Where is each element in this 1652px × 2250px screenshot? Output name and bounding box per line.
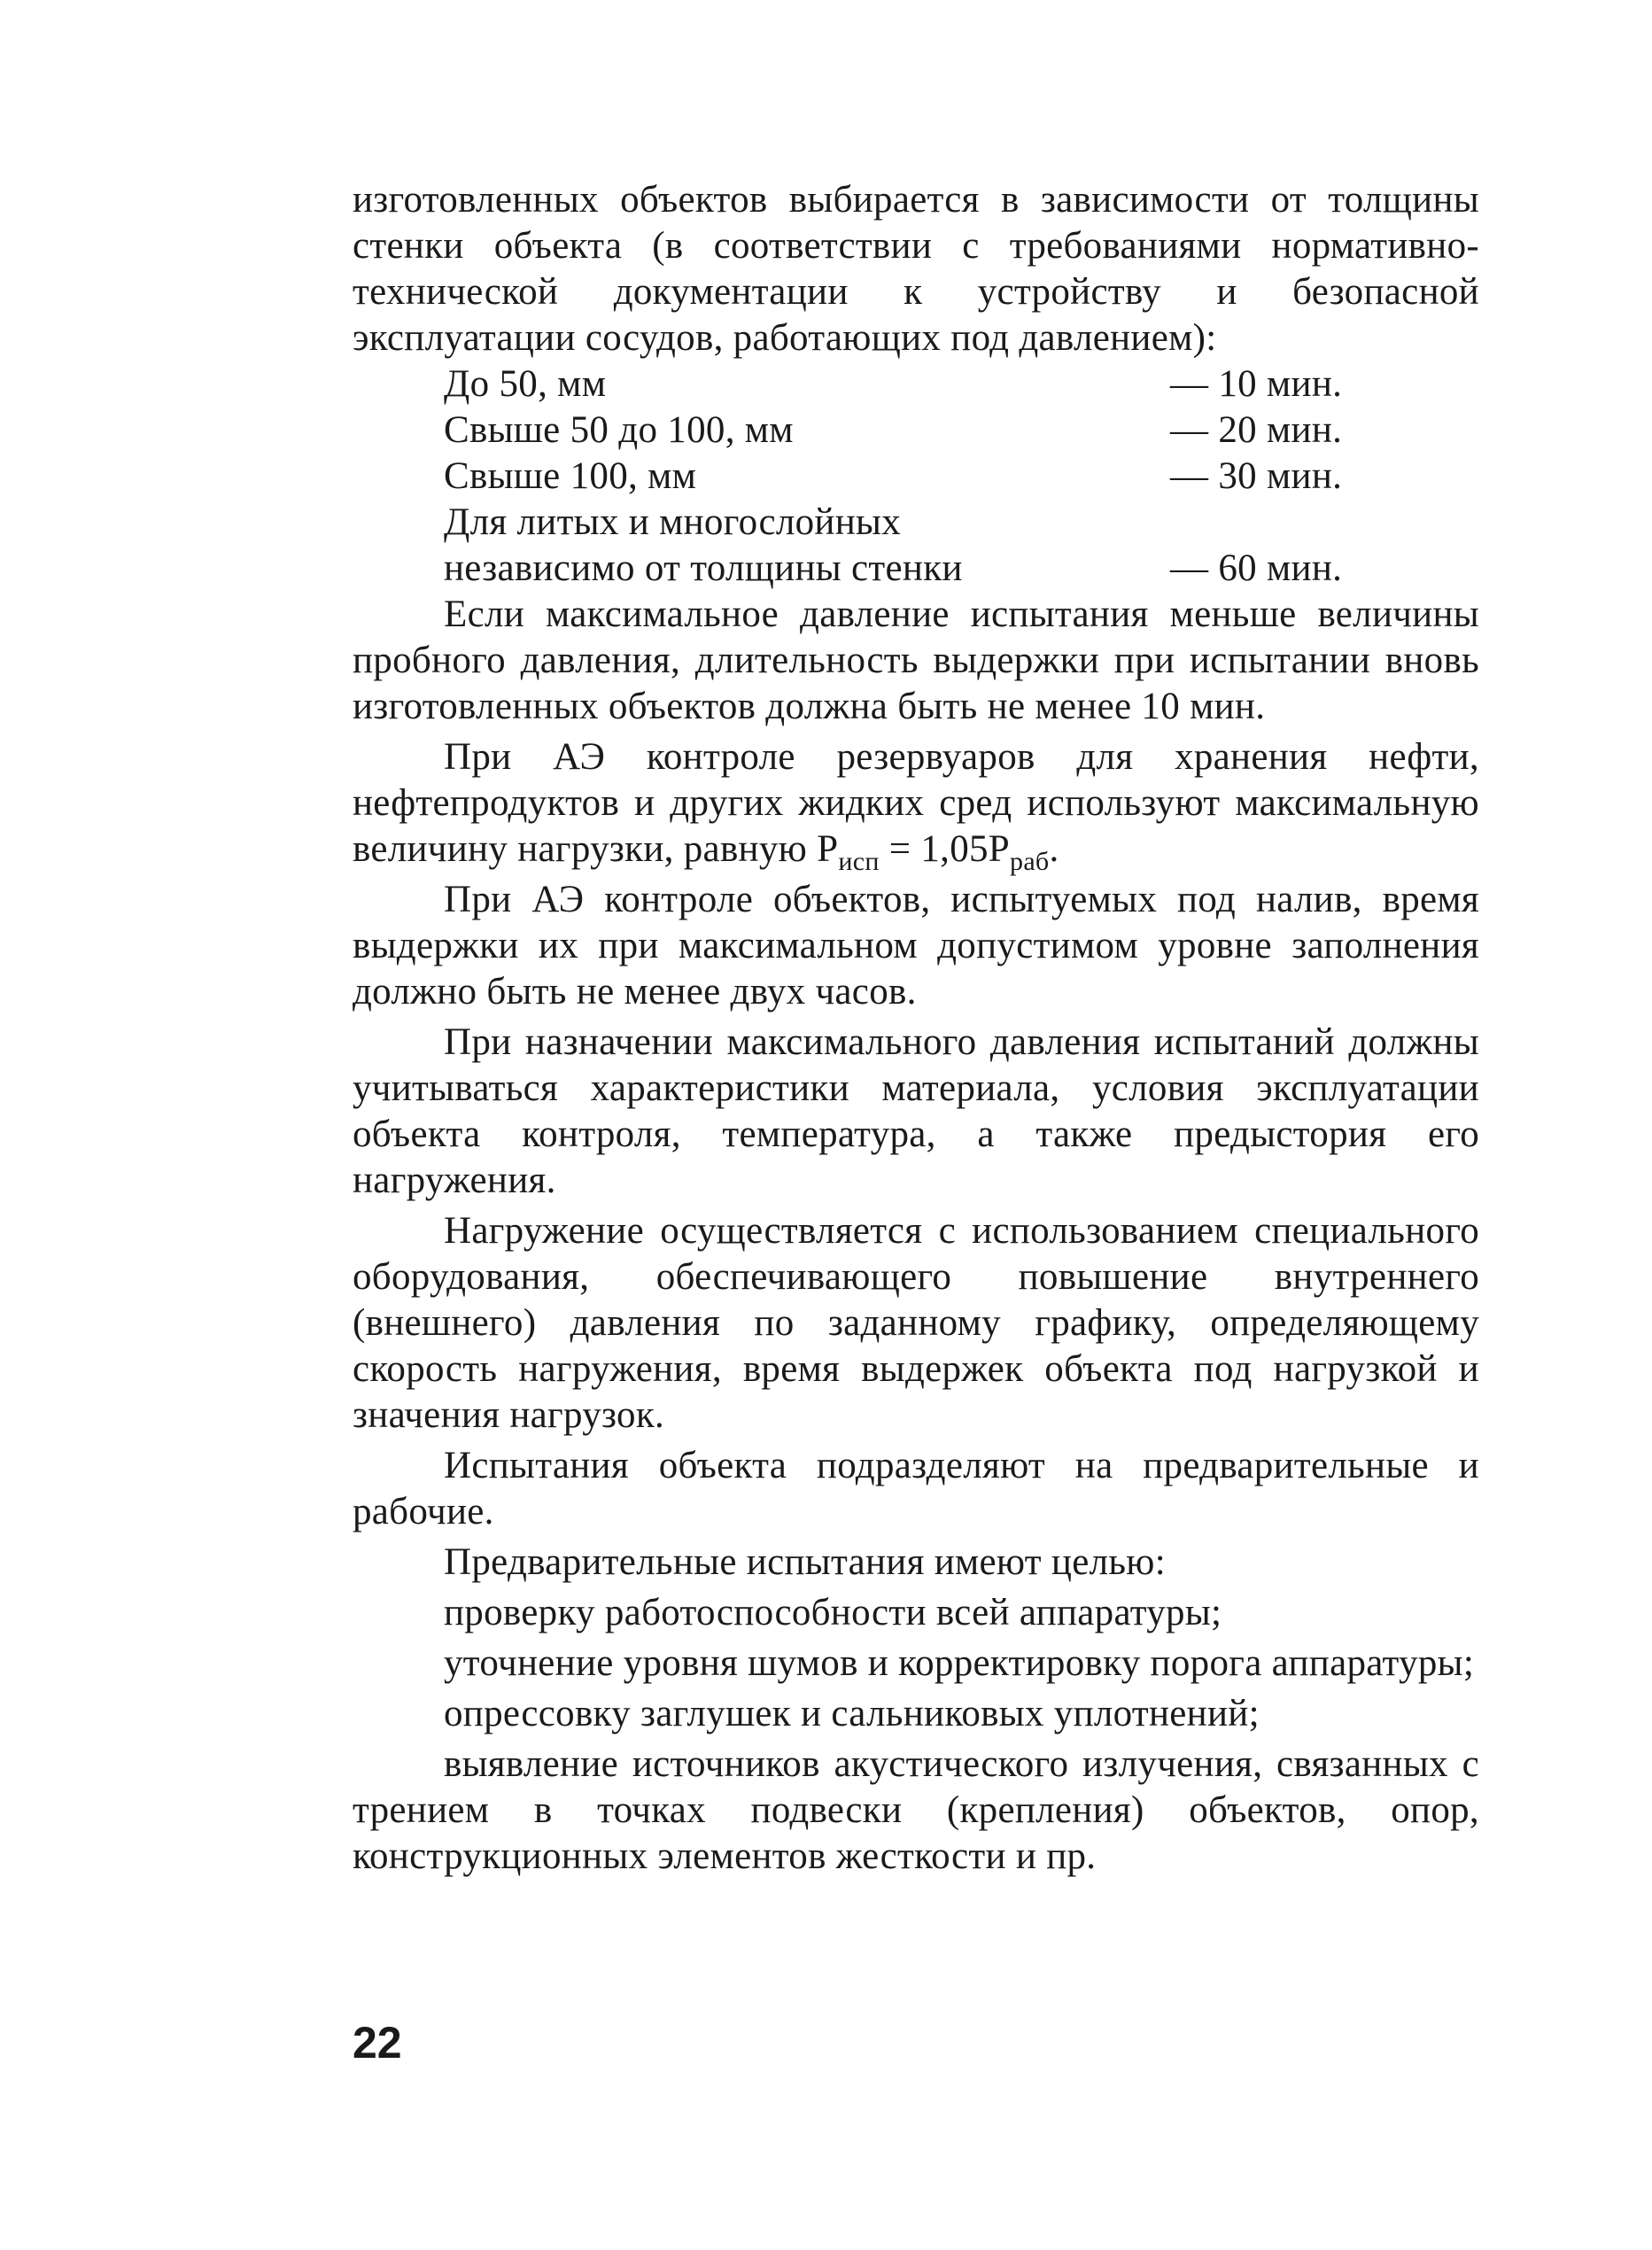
table-row — [444, 407, 1383, 454]
duration-label: независимо от толщины стенки — [444, 547, 963, 589]
duration-value — [1170, 500, 1383, 546]
duration-label: Свыше 50 до 100, мм — [444, 409, 794, 451]
list-item: опрессовку заглушек и сальниковых уплотнений; — [444, 1693, 1260, 1734]
duration-label: Для литых и многослойных — [444, 501, 901, 543]
table-row — [444, 454, 1383, 500]
table-row — [444, 546, 1383, 592]
duration-value: — 30 мин. — [1170, 455, 1343, 497]
paragraph-intro: изготовленных объектов выбирается в зависимости от толщины стенки объекта (в соответствии с требованиями нормативно-технической документации к устройству и безопасной эксплуатации сосудов, работающих под давлением): — [353, 179, 1479, 359]
paragraph-goals-intro: Предварительные испытания имеют целью: — [444, 1541, 1166, 1583]
page-number: 22 — [353, 2018, 402, 2068]
list-item: выявление источников акустического излучения, связанных с трением в точках подвески (крепления) объектов, опор, конструкционных элементов жесткости и пр. — [353, 1743, 1479, 1877]
table-row — [444, 361, 1383, 407]
duration-value: — 60 мин. — [1170, 547, 1343, 589]
paragraph-tanks-text: При АЭ контроле резервуаров для хранения нефти, нефтепродуктов и других жидких сред используют максимальную величину нагрузки, равную — [353, 736, 1479, 870]
list-item: проверку работоспособности всей аппаратуры; — [444, 1592, 1222, 1633]
paragraph-tanks — [353, 734, 1479, 876]
formula: $P_{исп} = 1,05P_{раб}$. — [817, 828, 1059, 876]
table-row — [444, 500, 1383, 546]
duration-value: — 20 мин. — [1170, 409, 1343, 451]
body-text — [353, 177, 1479, 1880]
paragraph-filling: При АЭ контроле объектов, испытуемых под налив, время выдержки их при максимальном допустимом уровне заполнения должно быть не менее двух часов. — [353, 879, 1479, 1012]
paragraph-assignment: При назначении максимального давления испытаний должны учитываться характеристики материала, условия эксплуатации объекта контроля, температура, а также предыстория его нагружения. — [353, 1021, 1479, 1201]
paragraph-max-pressure: Если максимальное давление испытания меньше величины пробного давления, длительность выдержки при испытании вновь изготовленных объектов должна быть не менее 10 мин. — [353, 594, 1479, 727]
duration-table — [444, 361, 1383, 592]
paragraph-test-types: Испытания объекта подразделяют на предварительные и рабочие. — [353, 1445, 1479, 1532]
duration-label: Свыше 100, мм — [444, 455, 697, 497]
duration-value: — 10 мин. — [1170, 363, 1343, 405]
duration-label: До 50, мм — [444, 363, 607, 405]
paragraph-loading: Нагружение осуществляется с использованием специального оборудования, обеспечивающего повышение внутреннего (внешнего) давления по заданному графику, определяющему скорость нагружения, время выдержек объекта под нагрузкой и значения нагрузок. — [353, 1210, 1479, 1436]
list-item: уточнение уровня шумов и корректировку порога аппаратуры; — [444, 1642, 1475, 1684]
